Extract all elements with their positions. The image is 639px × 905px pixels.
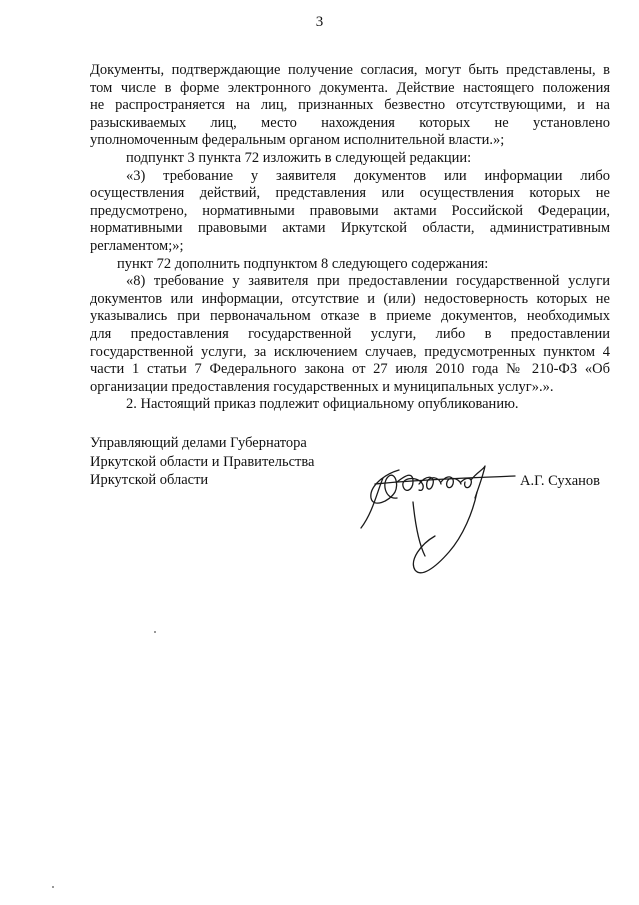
signatory-position-line: Управляющий делами Губернатора <box>90 435 307 451</box>
paragraph-5-line: части 1 статьи 7 Федерального закона от 27 июля 2010 года № 210-ФЗ «Об <box>90 361 610 378</box>
paragraph-1-line: Документы, подтверждающие получение согласия, могут быть представлены, в <box>90 62 610 78</box>
paragraph-1-line: не распространяется на лиц, признанных безвестно отсутствующими, и на <box>90 97 610 114</box>
paragraph-3-line: нормативными правовыми актами Иркутской области, административным <box>90 220 610 237</box>
paragraph-3-line: осуществления действий, представления или осуществления которых не <box>90 185 610 202</box>
paragraph-5-line: государственной услуги, за исключением случаев, предусмотренных пунктом 4 <box>90 343 610 360</box>
paragraph-3-line: регламентом;»; <box>90 237 184 254</box>
paragraph-1-line: том числе в форме электронного документа. Действие настоящего положения <box>90 79 610 96</box>
paragraph-3-line: «3) требование у заявителя документов или информации либо <box>126 167 610 184</box>
signatory-position-line: Иркутской области <box>90 472 209 488</box>
paragraph-1-line: уполномоченным федеральным органом исполнительной власти.»; <box>90 132 505 149</box>
signatory-position <box>90 434 350 490</box>
signatory-position-line: Иркутской области и Правительства <box>90 453 315 470</box>
scan-speck <box>154 631 156 633</box>
paragraph-5-line: организации предоставления государственных и муниципальных услуг».». <box>90 378 554 395</box>
paragraph-6: 2. Настоящий приказ подлежит официальному опубликованию. <box>126 396 519 413</box>
signatory-name: А.Г. Суханов <box>520 473 601 489</box>
paragraph-2: подпункт 3 пункта 72 изложить в следующей редакции: <box>126 149 472 166</box>
paragraph-1-line: разыскиваемых лиц, место нахождения которых не установлено <box>90 114 610 131</box>
paragraph-4: пункт 72 дополнить подпунктом 8 следующего содержания: <box>117 255 489 272</box>
paragraph-3-line: предусмотрено, нормативными правовыми актами Российской Федерации, <box>90 202 610 219</box>
document-body <box>90 62 610 414</box>
page-number: 3 <box>315 14 324 30</box>
paragraph-5-line: для предоставления государственной услуги, либо в предоставлении <box>90 325 610 342</box>
paragraph-5-line: указывались при первоначальном отказе в приеме документов, необходимых <box>90 308 610 325</box>
scan-speck <box>52 886 54 888</box>
paragraph-5-line: документов или информации, отсутствие и (или) недостоверность которых не <box>90 290 610 307</box>
paragraph-5-line: «8) требование у заявителя при предоставлении государственной услуги <box>126 273 610 290</box>
handwritten-signature <box>355 452 520 582</box>
